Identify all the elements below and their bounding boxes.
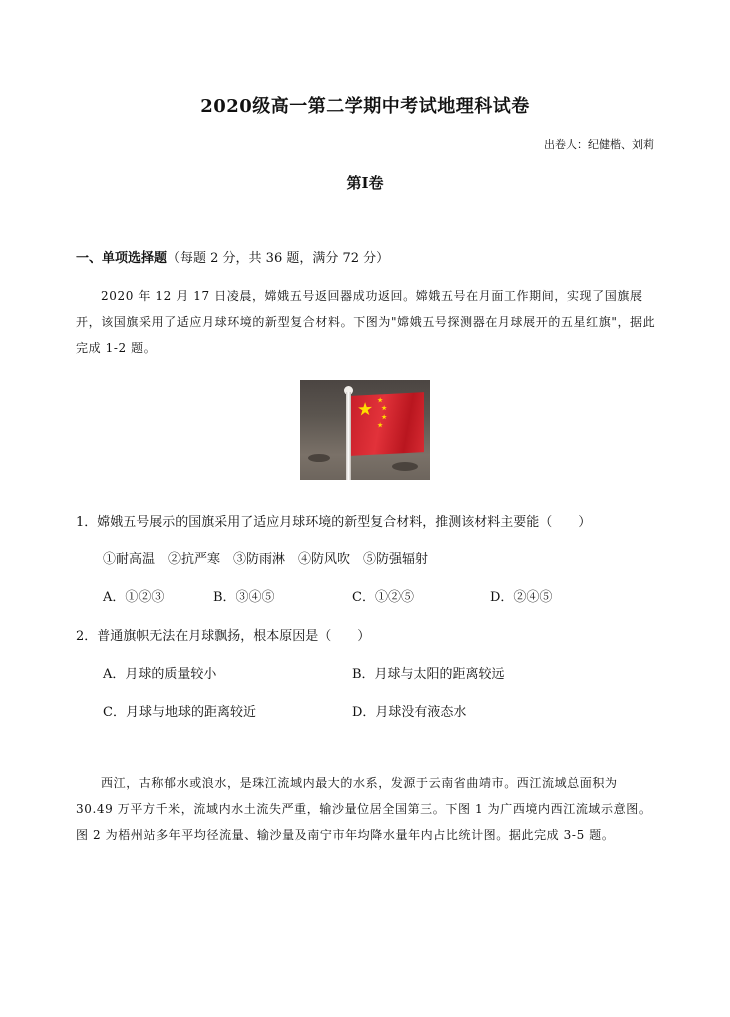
volume-heading: 第Ⅰ卷 xyxy=(346,174,384,192)
section-note: （每题 2 分，共 36 题，满分 72 分） xyxy=(167,251,390,266)
moon-flag-photo xyxy=(300,380,430,480)
q1-option-d[interactable]: D．②④⑤ xyxy=(490,590,553,605)
small-star-icon: ★ xyxy=(377,396,384,405)
q2-option-d[interactable]: D．月球没有液态水 xyxy=(352,705,467,720)
crater xyxy=(308,454,330,462)
section-title: 一、单项选择题 xyxy=(76,251,168,266)
national-flag xyxy=(351,392,424,456)
passage-xijiang: 西江，古称郁水或浪水，是珠江流域内最大的水系，发源于云南省曲靖市。西江流域总面积为 30.49 万平方千米，流域内水土流失严重，输沙量位居全国第三。下图 1 为广西境内西江流域示意图。图 2 为梧州站多年平均径流量、输沙量及南宁市年均降水量年内占比统计图。据此完成 3-5 题。 xyxy=(76,776,652,842)
small-star-icon: ★ xyxy=(381,404,388,413)
q1-option-b[interactable]: B．③④⑤ xyxy=(213,590,275,605)
question-1-stem: 1．嫦娥五号展示的国旗采用了适应月球环境的新型复合材料，推测该材料主要能（ ） xyxy=(76,515,592,530)
q2-option-b[interactable]: B．月球与太阳的距离较远 xyxy=(352,667,505,682)
exam-author: 出卷人：纪健楷、刘莉 xyxy=(544,138,654,151)
small-star-icon: ★ xyxy=(381,413,388,422)
q1-option-c[interactable]: C．①②⑤ xyxy=(352,590,414,605)
q2-option-a[interactable]: A．月球的质量较小 xyxy=(103,667,217,682)
question-1-items: ①耐高温 ②抗严寒 ③防雨淋 ④防风吹 ⑤防强辐射 xyxy=(103,552,429,567)
small-star-icon: ★ xyxy=(377,421,384,430)
q2-option-c[interactable]: C．月球与地球的距离较近 xyxy=(103,705,256,720)
section-heading xyxy=(76,247,389,266)
large-star-icon: ★ xyxy=(357,398,374,421)
question-2-stem: 2．普通旗帜无法在月球飘扬，根本原因是（ ） xyxy=(76,629,371,644)
exam-title: 2020级高一第二学期中考试地理科试卷 xyxy=(200,96,530,117)
crater xyxy=(392,462,418,471)
passage-chang-e: 2020 年 12 月 17 日凌晨，嫦娥五号返回器成功返回。嫦娥五号在月面工作期间，实现了国旗展开，该国旗采用了适应月球环境的新型复合材料。下图为"嫦娥五号探测器在月球展开的五星红旗"，据此完成 1-2 题。 xyxy=(76,289,656,355)
q1-option-a[interactable]: A．①②③ xyxy=(103,590,165,605)
